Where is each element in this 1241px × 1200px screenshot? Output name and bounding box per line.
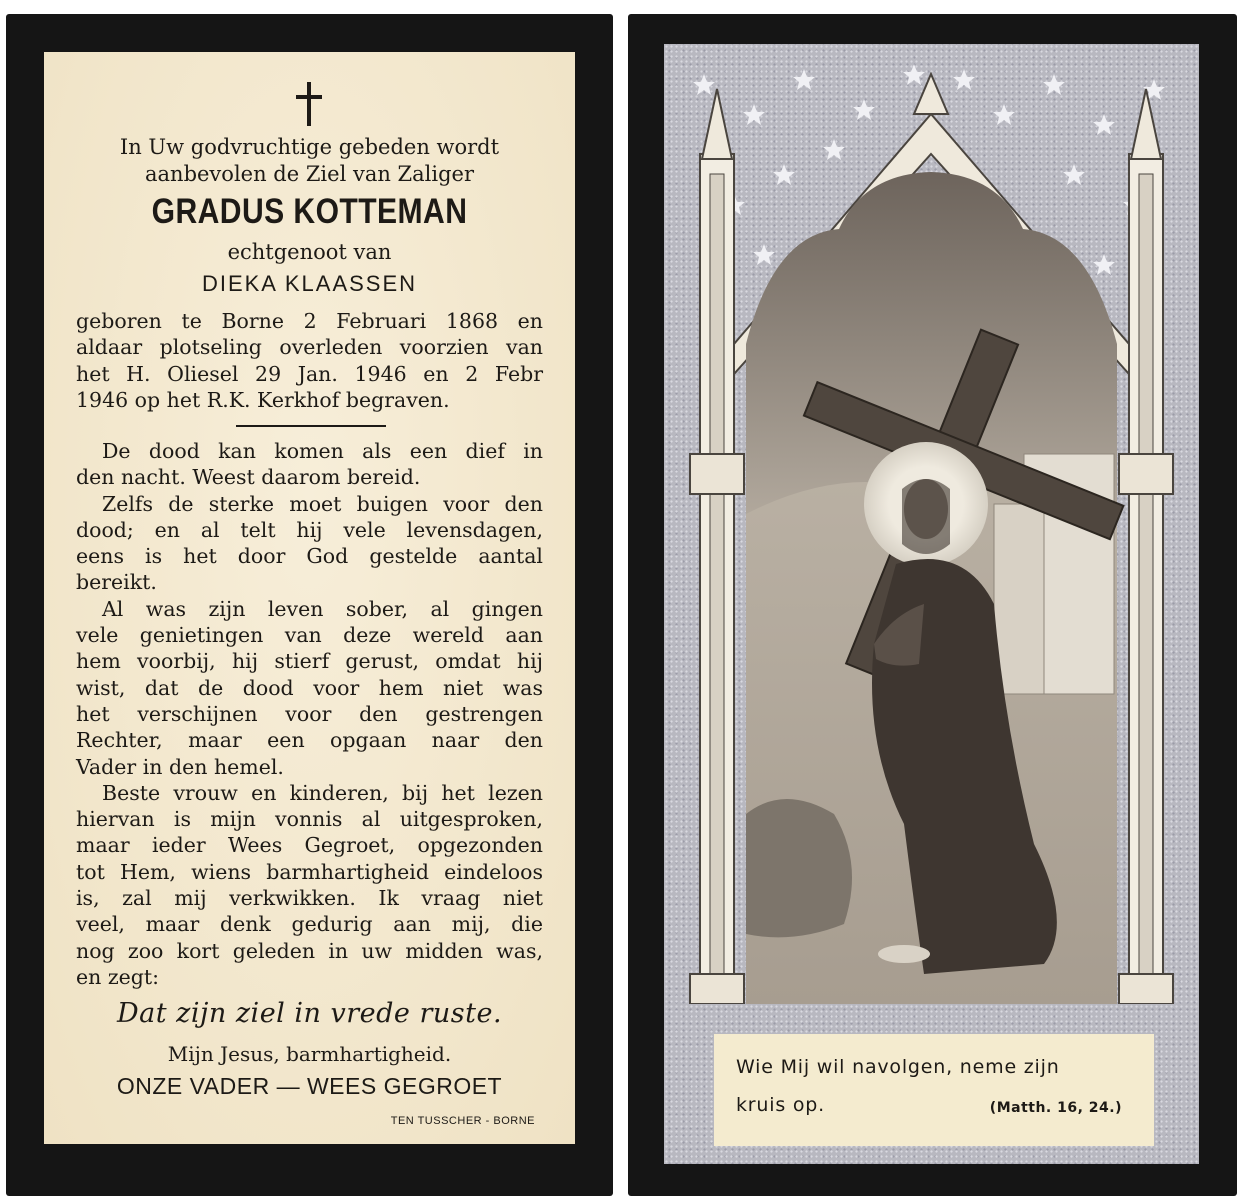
reflection-line: Rechter, maar een opgaan naar den [76, 728, 543, 753]
intro-line-1: In Uw godvruchtige gebeden wordt [119, 135, 500, 159]
biography-line: het H. Oliesel 29 Jan. 1946 en 2 Febr [76, 361, 543, 386]
closing-prayer: Dat zijn ziel in vrede ruste. [116, 998, 503, 1029]
christ-carrying-cross-illustration [664, 44, 1199, 1004]
reflection-line: veel, maar denk gedurig aan mij, die [76, 912, 543, 937]
reflection-line: bereikt. [76, 570, 157, 595]
biography-text [76, 308, 543, 413]
reflection-text [76, 438, 543, 990]
cross-icon [292, 82, 326, 126]
reflection-line: dood; en al telt hij vele levensdagen, [76, 517, 543, 542]
reflection-line: Vader in den hemel. [76, 754, 284, 779]
reflection-line: den nacht. Weest daarom bereid. [76, 465, 421, 490]
reflection-line: hem voorbij, hij stierf gerust, omdat hij [76, 649, 543, 674]
reflection-line: Al was zijn leven sober, al gingen [102, 596, 543, 621]
deceased-name: GRADUS KOTTEMAN [151, 192, 468, 231]
spouse-label: echtgenoot van [227, 240, 392, 264]
divider-line [236, 425, 386, 427]
biography-line: 1946 op het R.K. Kerkhof begraven. [76, 387, 450, 412]
reflection-line: Beste vrouw en kinderen, bij het lezen [102, 780, 543, 805]
scene-painting [724, 172, 1165, 1004]
printer-imprint: TEN TUSSCHER - BORNE [390, 1115, 535, 1127]
reflection-line: nog zoo kort geleden in uw midden was, [76, 938, 543, 963]
caption-line-2: kruis op. [736, 1094, 825, 1116]
reflection-line: eens is het door God gestelde aantal [76, 544, 543, 569]
caption-line-1: Wie Mij wil navolgen, neme zijn [736, 1056, 1060, 1078]
scripture-caption [714, 1034, 1154, 1146]
prayers-line: ONZE VADER — WEES GEGROET [116, 1073, 503, 1099]
reflection-line: De dood kan komen als een dief in [102, 439, 543, 463]
spouse-name: DIEKA KLAASSEN [201, 271, 418, 296]
intro-line-2: aanbevolen de Ziel van Zaliger [145, 162, 474, 186]
biography-line: aldaar plotseling overleden voorzien van [76, 335, 543, 360]
reflection-line: en zegt: [76, 964, 160, 989]
reflection-line: tot Hem, wiens barmhartigheid eindeloos [76, 859, 543, 884]
reflection-line: vele genietingen van deze wereld aan [76, 623, 543, 648]
scripture-reference: (Matth. 16, 24.) [989, 1100, 1122, 1116]
reflection-line: hiervan is mijn vonnis al uitgesproken, [76, 807, 543, 832]
biography-line: geboren te Borne 2 Februari 1868 en [76, 309, 543, 333]
reflection-line: wist, dat de dood voor hem niet was [76, 675, 543, 700]
right-gothic-pillar [1119, 89, 1173, 1004]
reflection-line: het verschijnen voor den gestrengen [76, 701, 543, 726]
reflection-line: Zelfs de sterke moet buigen voor den [102, 491, 543, 516]
reflection-line: maar ieder Wees Gegroet, opgezonden [76, 833, 543, 858]
memorial-card-text-side [6, 14, 613, 1196]
card-paper [44, 52, 575, 1144]
memorial-card-image-side [628, 14, 1237, 1196]
silver-frame [664, 44, 1199, 1164]
invocation: Mijn Jesus, barmhartigheid. [167, 1042, 452, 1066]
reflection-line: is, zal mij verkwikken. Ik vraag niet [76, 886, 543, 911]
left-gothic-pillar [690, 89, 744, 1004]
